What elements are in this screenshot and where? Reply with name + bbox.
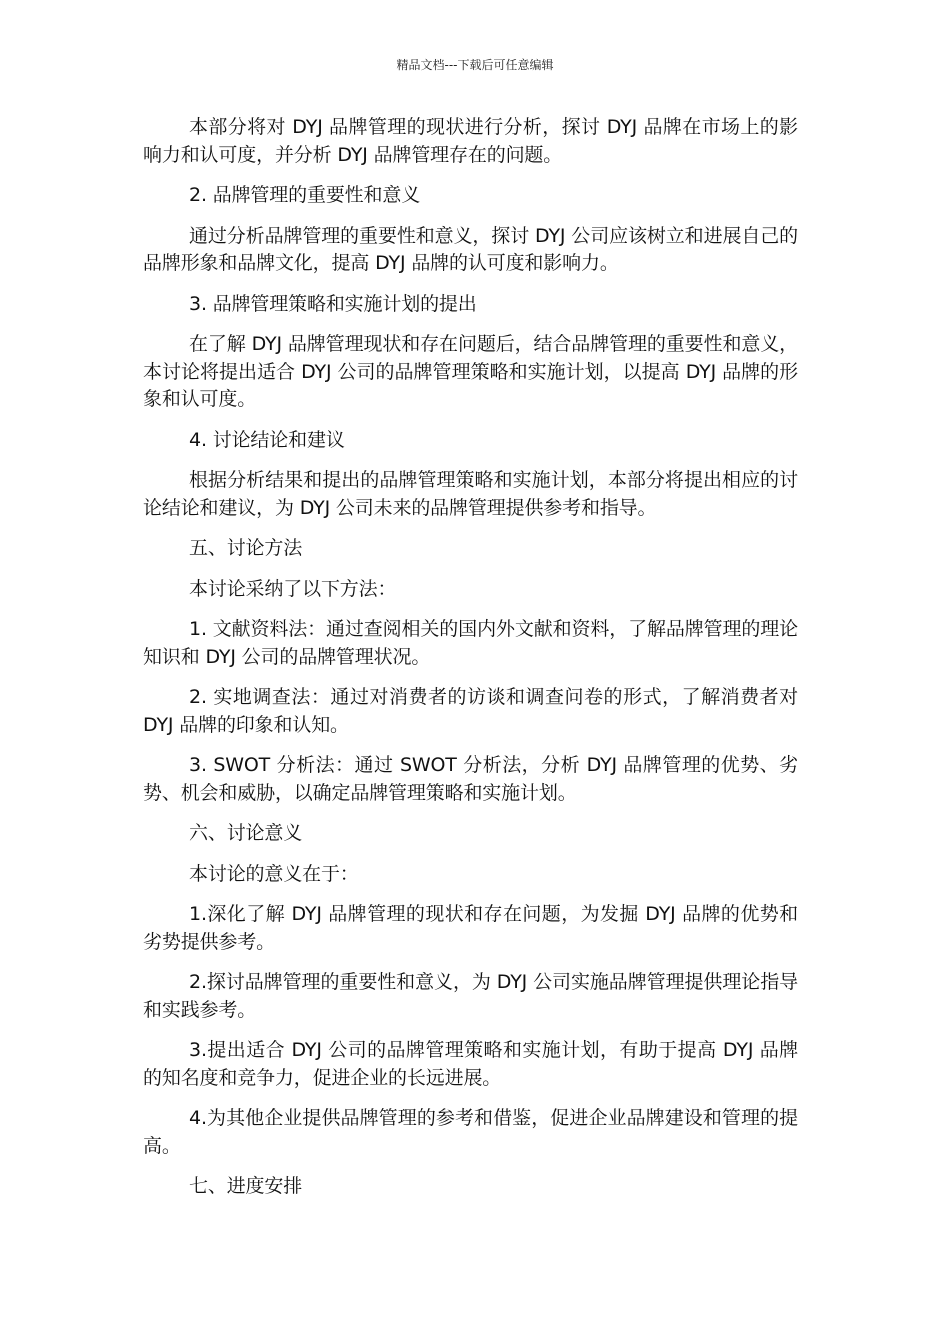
document-body: [143, 114, 798, 1214]
body-paragraph: 在了解 DYJ 品牌管理现状和存在问题后，结合品牌管理的重要性和意义，本讨论将提出适合 DYJ 公司的品牌管理策略和实施计划，以提高 DYJ 品牌的形象和认可度。: [143, 333, 798, 410]
page-header: 精品文档---下载后可任意编辑: [396, 58, 554, 72]
list-item: 3. SWOT 分析法：通过 SWOT 分析法，分析 DYJ 品牌管理的优势、劣势、机会和威胁，以确定品牌管理策略和实施计划。: [143, 754, 798, 804]
section-subheading: 4. 讨论结论和建议: [189, 428, 345, 451]
body-paragraph: 本部分将对 DYJ 品牌管理的现状进行分析，探讨 DYJ 品牌在市场上的影响力和认可度，并分析 DYJ 品牌管理存在的问题。: [143, 116, 798, 166]
body-paragraph: 根据分析结果和提出的品牌管理策略和实施计划，本部分将提出相应的讨论结论和建议，为 DYJ 公司未来的品牌管理提供参考和指导。: [143, 469, 798, 519]
list-item: 1. 文献资料法：通过查阅相关的国内外文献和资料，了解品牌管理的理论知识和 DYJ 公司的品牌管理状况。: [143, 618, 798, 668]
list-item: 1.深化了解 DYJ 品牌管理的现状和存在问题，为发掘 DYJ 品牌的优势和劣势提供参考。: [143, 903, 798, 953]
list-item: 3.提出适合 DYJ 公司的品牌管理策略和实施计划，有助于提高 DYJ 品牌的知名度和竞争力，促进企业的长远进展。: [143, 1039, 798, 1089]
section-heading: 七、进度安排: [189, 1175, 303, 1197]
body-paragraph: 本讨论采纳了以下方法：: [189, 577, 397, 600]
list-item: 2.探讨品牌管理的重要性和意义，为 DYJ 公司实施品牌管理提供理论指导和实践参考。: [143, 971, 798, 1021]
list-item: 2. 实地调查法：通过对消费者的访谈和调查问卷的形式，了解消费者对 DYJ 品牌的印象和认知。: [143, 686, 798, 736]
section-subheading: 2. 品牌管理的重要性和意义: [189, 184, 421, 206]
list-item: 4.为其他企业提供品牌管理的参考和借鉴，促进企业品牌建设和管理的提高。: [143, 1107, 798, 1157]
body-paragraph: 本讨论的意义在于：: [189, 862, 359, 885]
body-paragraph: 通过分析品牌管理的重要性和意义，探讨 DYJ 公司应该树立和进展自己的品牌形象和品牌文化，提高 DYJ 品牌的认可度和影响力。: [143, 224, 798, 274]
section-heading: 六、讨论意义: [189, 822, 303, 844]
section-heading: 五、讨论方法: [189, 537, 303, 559]
section-subheading: 3. 品牌管理策略和实施计划的提出: [189, 292, 477, 315]
